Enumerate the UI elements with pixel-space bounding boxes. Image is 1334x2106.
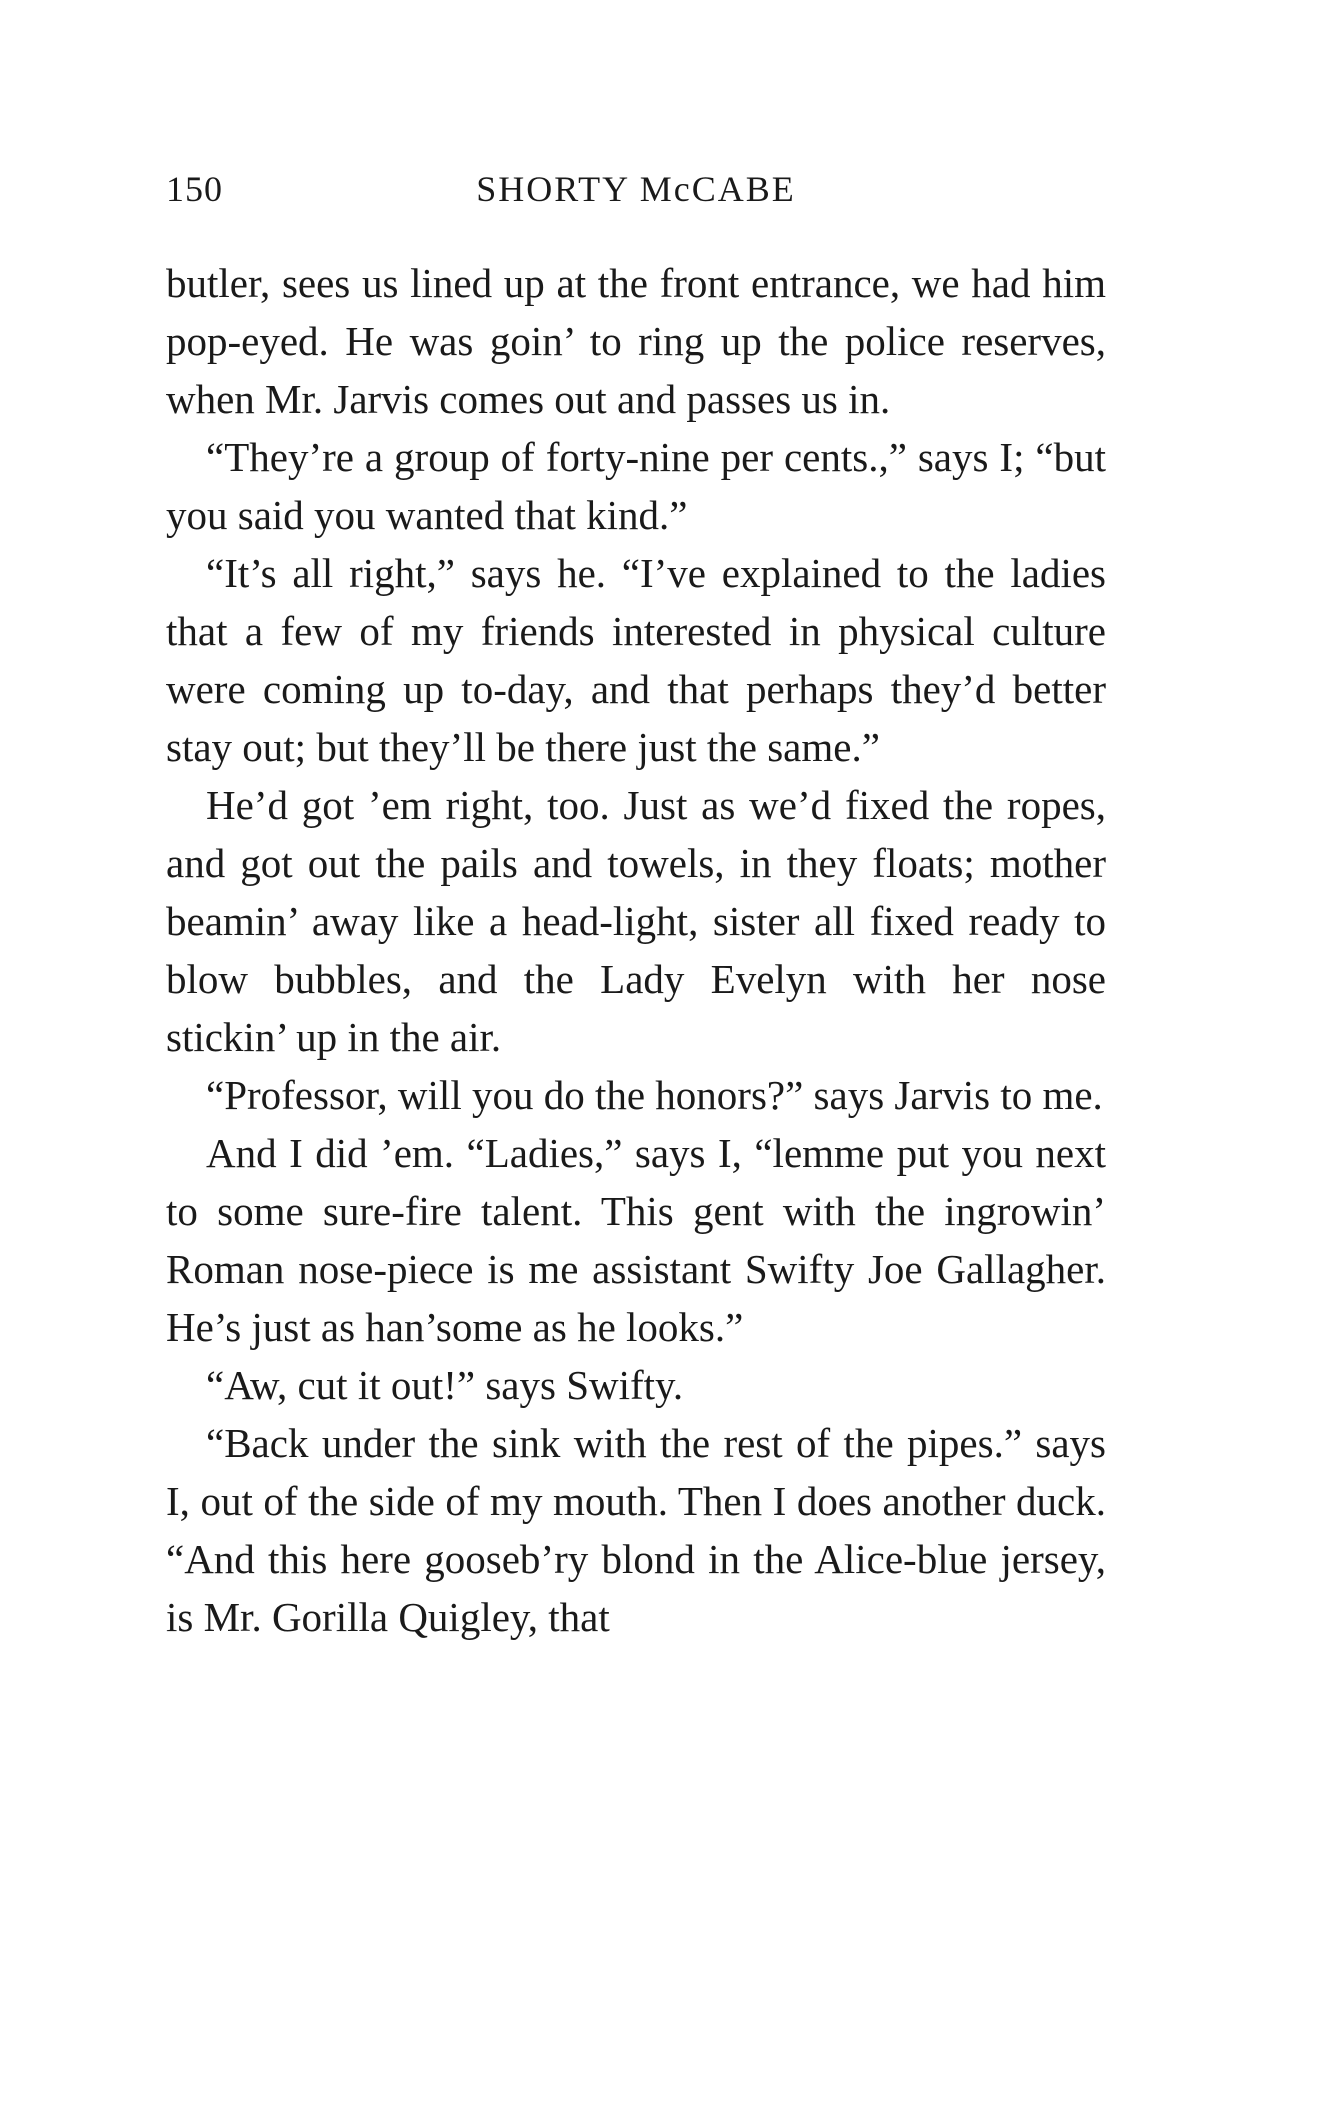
paragraph-5: “Professor, will you do the honors?” says Jarvis to me.	[206, 1072, 1103, 1118]
book-title: SHORTY McCABE	[476, 169, 796, 209]
paragraph-3: “It’s all right,” says he. “I’ve explained to the ladies that a few of my friends interested in physical culture were coming up to-day, and that perhaps they’d better stay out; but they’ll be there just the same.”	[166, 550, 1106, 770]
paragraph-1: butler, sees us lined up at the front entrance, we had him pop-eyed. He was goin’ to ring up the police reserves, when Mr. Jarvis comes out and passes us in.	[166, 260, 1106, 422]
paragraph-2: “They’re a group of forty-nine per cents.,” says I; “but you said you wanted that kind.”	[166, 434, 1106, 538]
paragraph-7: “Aw, cut it out!” says Swifty.	[206, 1362, 684, 1408]
page-number: 150	[166, 169, 223, 209]
paragraph-8: “Back under the sink with the rest of the pipes.” says I, out of the side of my mouth. Then I does another duck. “And this here gooseb’ry blond in the Alice-blue jersey, is Mr. Gorilla Quigley, that	[166, 1420, 1106, 1640]
running-head	[166, 168, 1106, 228]
paragraph-6: And I did ’em. “Ladies,” says I, “lemme put you next to some sure-fire talent. This gent with the ingrowin’ Roman nose-piece is me assistant Swifty Joe Gallagher. He’s just as han’some as he looks.”	[166, 1130, 1106, 1350]
body-text	[166, 254, 1106, 1646]
paragraph-4: He’d got ’em right, too. Just as we’d fixed the ropes, and got out the pails and towels, in they floats; mother beamin’ away like a head-light, sister all fixed ready to blow bubbles, and the Lady Evelyn with her nose stickin’ up in the air.	[166, 782, 1106, 1060]
